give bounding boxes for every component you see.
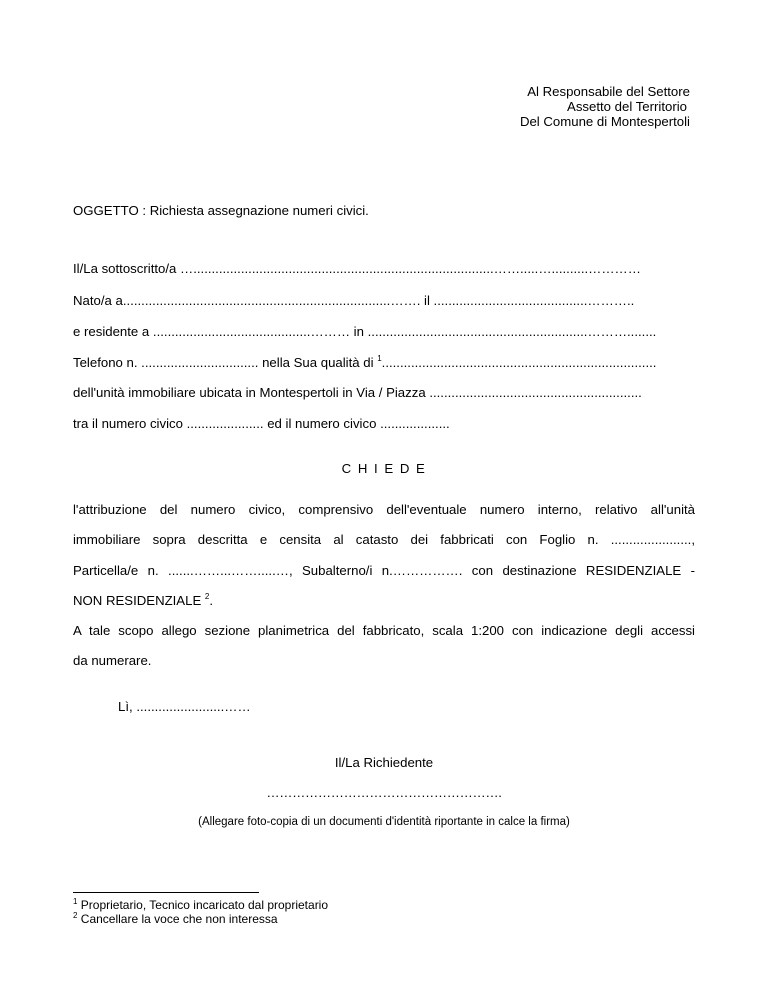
- signature-line: ……………………………………………….: [266, 785, 502, 800]
- body-line-3: Particella/e n. .......……...…….....…, Subalterno/i n.……………. con destinazione RESIDENZIALE -: [73, 563, 695, 578]
- place-date-line: Lì, ........................……: [118, 699, 251, 714]
- civic-range-line: tra il numero civico ..................... ed il numero civico ...................: [73, 416, 450, 431]
- footnote-1-text: Proprietario, Tecnico incaricato dal proprietario: [77, 898, 329, 912]
- unit-location-line: dell'unità immobiliare ubicata in Montespertoli in Via / Piazza ..........................................................: [73, 385, 642, 400]
- recipient-line-1: Al Responsabile del Settore: [527, 84, 690, 99]
- signature-label: Il/La Richiedente: [334, 755, 434, 770]
- phone-line-text: Telefono n. ................................ nella Sua qualità di: [73, 355, 378, 370]
- footnote-2: [73, 912, 278, 926]
- footnote-2-mark: 2: [73, 911, 78, 920]
- residence-line: e residente a ...........................................……… in ............................................................………........: [73, 324, 657, 339]
- subject-line: OGGETTO : Richiesta assegnazione numeri civici.: [73, 203, 369, 218]
- non-residential-text: NON RESIDENZIALE: [73, 593, 205, 608]
- request-heading: C H I E D E: [341, 461, 427, 476]
- footnote-1: [73, 898, 328, 912]
- footnote-separator: [73, 892, 259, 893]
- signature-note: (Allegare foto-copia di un documenti d'identità riportante in calce la firma): [198, 816, 570, 828]
- phone-line: [73, 355, 656, 370]
- undersigned-line: Il/La sottoscritto/a …..................................................................................…….....…..........…………: [73, 261, 641, 276]
- footnote-1-mark: 1: [73, 897, 78, 906]
- qualification-dots: ...........................................................................: [381, 355, 657, 370]
- body-line-4: [73, 593, 213, 608]
- body-line-2: immobiliare sopra descritta e censita al catasto dei fabbricati con Foglio n. ......................,: [73, 532, 695, 547]
- footnote-ref-2: 2: [204, 592, 210, 601]
- body-line-5: A tale scopo allego sezione planimetrica del fabbricato, scala 1:200 con indicazione degli accessi: [73, 623, 695, 638]
- recipient-line-2: Assetto del Territorio: [567, 99, 687, 114]
- birth-line: Nato/a a.........................................................................……. il ..........................................………..: [73, 293, 635, 308]
- body-line-1: l'attribuzione del numero civico, comprensivo dell'eventuale numero interno, relativo all'unità: [73, 502, 695, 517]
- body-line-4-end: .: [209, 593, 214, 608]
- recipient-line-3: Del Comune di Montespertoli: [519, 114, 690, 129]
- body-line-6: da numerare.: [73, 653, 152, 668]
- footnote-ref-1: 1: [377, 354, 382, 363]
- footnote-2-text: Cancellare la voce che non interessa: [77, 912, 278, 926]
